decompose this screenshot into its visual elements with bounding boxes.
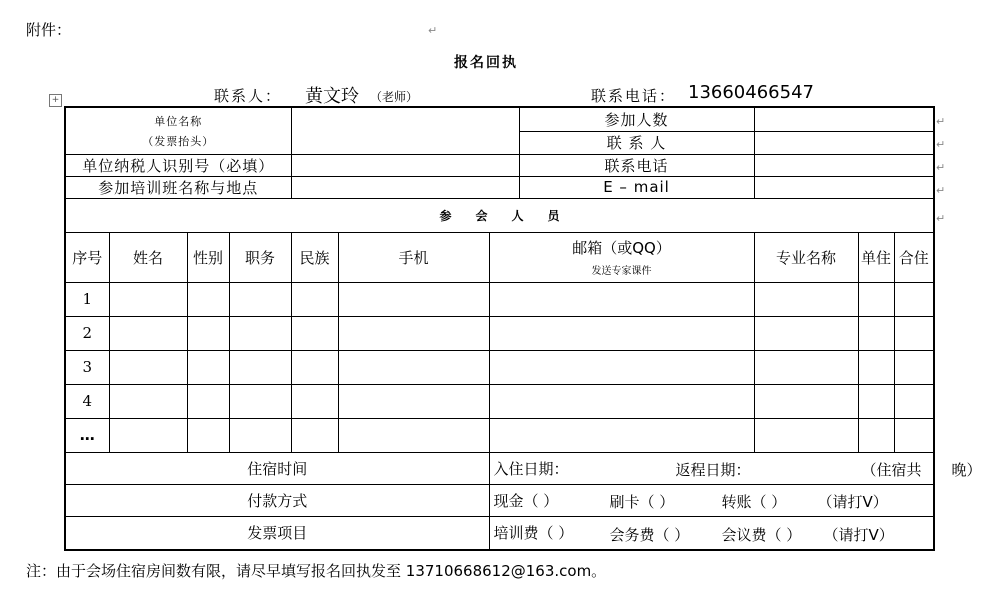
shared-room-cell[interactable] <box>894 316 934 350</box>
lodging-time-cell[interactable] <box>489 452 982 484</box>
major-cell[interactable] <box>754 282 858 316</box>
row-index: 2 <box>65 316 109 350</box>
major-cell[interactable] <box>754 418 858 452</box>
gender-cell[interactable] <box>187 350 229 384</box>
contact-phone-label: 联系电话 <box>519 154 754 176</box>
contact-label: 联系人： <box>214 87 283 105</box>
email-note: 发送专家课件 <box>591 266 652 277</box>
table-move-handle[interactable]: + <box>49 94 62 107</box>
attachment-label: 附件： <box>26 21 72 39</box>
position-cell[interactable] <box>229 282 291 316</box>
invoice-item-cell[interactable] <box>489 516 934 550</box>
contact-person-label: 联 系 人 <box>519 131 754 154</box>
single-room-cell[interactable] <box>858 384 894 418</box>
col-header-position: 职务 <box>229 232 291 282</box>
form-title: 报名回执 <box>454 55 518 71</box>
row-end-marks: ↵ ↵ ↵ ↵ ↵ <box>936 115 946 225</box>
row-index-more: … <box>65 418 109 452</box>
row-index: 3 <box>65 350 109 384</box>
tax-id-field[interactable] <box>291 154 519 176</box>
major-cell[interactable] <box>754 384 858 418</box>
contact-phone-field[interactable] <box>754 154 934 176</box>
payment-method-cell[interactable] <box>489 484 934 516</box>
contact-title: （老师） <box>370 90 419 104</box>
attendees-count-field[interactable] <box>754 107 934 131</box>
shared-room-cell[interactable] <box>894 350 934 384</box>
mobile-cell[interactable] <box>338 418 489 452</box>
major-cell[interactable] <box>754 350 858 384</box>
single-room-cell[interactable] <box>858 350 894 384</box>
name-cell[interactable] <box>109 316 187 350</box>
lodging-time-label: 住宿时间 <box>65 452 489 484</box>
gender-cell[interactable] <box>187 418 229 452</box>
name-cell[interactable] <box>109 418 187 452</box>
email-cell[interactable] <box>489 384 754 418</box>
table-row <box>65 418 934 452</box>
email-cell[interactable] <box>489 316 754 350</box>
training-label: 参加培训班名称与地点 <box>65 176 291 198</box>
email-cell[interactable] <box>489 350 754 384</box>
col-header-ethnicity: 民族 <box>291 232 338 282</box>
col-header-shared-room: 合住 <box>894 232 934 282</box>
meeting-fee-option[interactable]: 会务费（ ） <box>609 525 690 544</box>
contact-person-field[interactable] <box>754 131 934 154</box>
col-header-major: 专业名称 <box>754 232 858 282</box>
training-field[interactable] <box>291 176 519 198</box>
position-cell[interactable] <box>229 316 291 350</box>
row-index: 1 <box>65 282 109 316</box>
mobile-cell[interactable] <box>338 384 489 418</box>
email-cell[interactable] <box>489 418 754 452</box>
unit-name-field[interactable] <box>291 107 519 154</box>
unit-name-label-cell <box>65 107 291 154</box>
gender-cell[interactable] <box>187 316 229 350</box>
col-header-single-room: 单住 <box>858 232 894 282</box>
table-row <box>65 282 934 316</box>
name-cell[interactable] <box>109 350 187 384</box>
registration-form-table <box>64 106 982 551</box>
unit-name-label: 单位名称 <box>154 114 203 128</box>
return-date-label: 返程日期： <box>675 460 751 479</box>
ethnicity-cell[interactable] <box>291 316 338 350</box>
invoice-item-label: 发票项目 <box>65 516 489 550</box>
payment-tick-note: （请打V） <box>817 492 888 511</box>
checkin-date-label: 入住日期： <box>493 459 569 478</box>
major-cell[interactable] <box>754 316 858 350</box>
tax-id-label: 单位纳税人识别号（必填） <box>65 154 291 176</box>
email-label: E – mail <box>519 176 754 198</box>
phone-value: 13660466547 <box>688 82 814 103</box>
mobile-cell[interactable] <box>338 282 489 316</box>
attendees-count-label: 参加人数 <box>519 107 754 131</box>
shared-room-cell[interactable] <box>894 384 934 418</box>
mobile-cell[interactable] <box>338 316 489 350</box>
table-row <box>65 316 934 350</box>
col-header-email-cell <box>489 232 754 282</box>
attendees-section-title: 参 会 人 员 <box>65 198 934 232</box>
shared-room-cell[interactable] <box>894 282 934 316</box>
transfer-option[interactable]: 转账（ ） <box>721 492 787 511</box>
single-room-cell[interactable] <box>858 316 894 350</box>
table-row <box>65 384 934 418</box>
col-header-index: 序号 <box>65 232 109 282</box>
contact-name: 黄文玲 <box>305 86 359 107</box>
col-header-mobile: 手机 <box>338 232 489 282</box>
name-cell[interactable] <box>109 384 187 418</box>
gender-cell[interactable] <box>187 384 229 418</box>
position-cell[interactable] <box>229 350 291 384</box>
ethnicity-cell[interactable] <box>291 418 338 452</box>
position-cell[interactable] <box>229 418 291 452</box>
position-cell[interactable] <box>229 384 291 418</box>
email-field[interactable] <box>754 176 934 198</box>
single-room-cell[interactable] <box>858 282 894 316</box>
ethnicity-cell[interactable] <box>291 282 338 316</box>
table-row <box>65 350 934 384</box>
shared-room-cell[interactable] <box>894 418 934 452</box>
phone-label: 联系电话： <box>591 87 677 105</box>
name-cell[interactable] <box>109 282 187 316</box>
footer-note: 注：由于会场住宿房间数有限，请尽早填写报名回执发至 13710668612@163.com。 <box>26 562 607 580</box>
conference-fee-option[interactable]: 会议费（ ） <box>721 525 802 544</box>
single-room-cell[interactable] <box>858 418 894 452</box>
ethnicity-cell[interactable] <box>291 350 338 384</box>
col-header-name: 姓名 <box>109 232 187 282</box>
row-index: 4 <box>65 384 109 418</box>
gender-cell[interactable] <box>187 282 229 316</box>
nights-label: （住宿共 晚） <box>861 460 982 479</box>
training-fee-option[interactable]: 培训费（ ） <box>493 524 574 543</box>
paragraph-mark: ↵ <box>428 24 438 37</box>
card-option[interactable]: 刷卡（ ） <box>609 492 675 511</box>
col-header-gender: 性别 <box>187 232 229 282</box>
mobile-cell[interactable] <box>338 350 489 384</box>
ethnicity-cell[interactable] <box>291 384 338 418</box>
invoice-header-label: （发票抬头） <box>142 134 215 148</box>
payment-method-label: 付款方式 <box>65 484 489 516</box>
col-header-email: 邮箱（或QQ） <box>572 239 671 257</box>
email-cell[interactable] <box>489 282 754 316</box>
cash-option[interactable]: 现金（ ） <box>493 491 559 510</box>
invoice-tick-note: （请打V） <box>823 525 894 544</box>
